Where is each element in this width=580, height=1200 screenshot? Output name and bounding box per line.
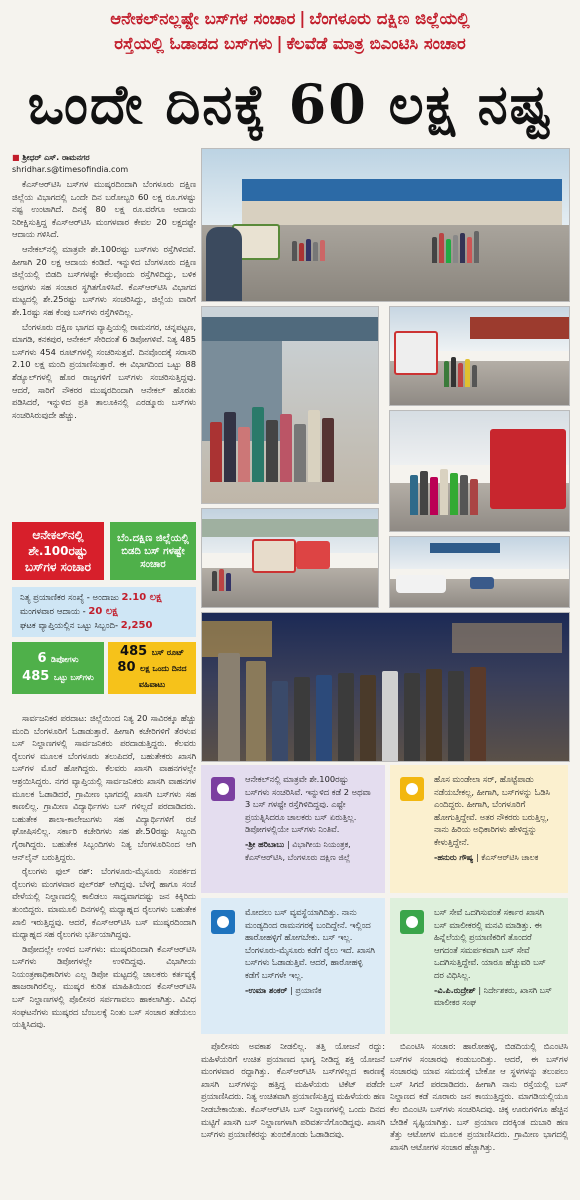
photo-police-night (201, 612, 570, 762)
quote-signature (434, 985, 558, 1010)
byline-author (12, 152, 197, 164)
body-paragraph: ಬೆಂಗಳೂರು ದಕ್ಷಿಣ ಭಾಗದ ವ್ಯಾಪ್ತಿಯಲ್ಲಿ ರಾಮನಗರ, ಚನ್ನಪಟ್ಟಣ, ಮಾಗಡಿ, ಕನಕಪುರ, ಆನೇಕಲ್ ಸೇರಿದಂತೆ 6 ಡಿಪೋಗಳಿವೆ. ನಿತ್ಯ 485 ಬಸ್‌ಗಳು 454 ರೂಟ್‌ಗಳಲ್ಲಿ ಸಂಚರಿಸುತ್ತವೆ. ದಿನವೊಂದಕ್ಕೆ ಸರಾಸರಿ 2.10 ಲಕ್ಷ ಮಂದಿ ಪ್ರಯಾಣಿಸುತ್ತಾರೆ. ಈ ವಿಭಾಗದಿಂದ ಒಟ್ಟು 88 ಶೆಡ್ಯೂಲ್‌ಗಳಲ್ಲಿ ಹೊರ ರಾಜ್ಯಗಳಿಗೆ ಬಸ್‌ಗಳು ಸಂಚರಿಸುತ್ತಿದ್ದವು. ಆದರೆ, ಸಾರಿಗೆ ನೌಕರರ ಮುಷ್ಕರದಿಂದಾಗಿ ಆನೇಕಲ್ ಹೊರತು ಪಡಿಸಿದರೆ, ಇನ್ನುಳಿದ ಪ್ರತಿ ತಾಲೂಕಿನಲ್ಲಿ ಎರಡ್ಮೂರು ಬಸ್‌ಗಳು ಸಂಚರಿಸಿರುವುದೇ ಹೆಚ್ಚು. (12, 321, 196, 420)
body-paragraph: ರೈಲುಗಳು ಫುಲ್ ರಶ್: ಬೆಂಗಳೂರು-ಮೈಸೂರು ಸಂಪರ್ಕದ ರೈಲುಗಳು ಮಂಗಳವಾರ ಪುಲ್‌ರಶ್ ಆಗಿದ್ದವು. ಬೆಳಗ್ಗೆ ಹಾಗೂ ಸಂಜೆ ವೇಳೆಯಲ್ಲಿ ನಿಲ್ದಾಣದಲ್ಲಿ ಕಾಲಿಡಲು ಸಾಧ್ಯವಾಗದಷ್ಟು ಜನ ಕಿಕ್ಕಿರಿದು ತುಂಬಿದ್ದರು. ಮಾಮೂಲಿ ದಿನಗಳಲ್ಲಿ ಮಧ್ಯಾಹ್ನದ ರೈಲುಗಳು ಬಹುತೇಕ ಖಾಲಿ ಇರುತ್ತಿದ್ದವು. ಆದರೆ, ಕೆಎಸ್ಆರ್‌ಟಿಸಿ ಬಸ್ ಮುಷ್ಕರದಿಂದಾಗಿ ಮಧ್ಯಾಹ್ನದ ಸಹ ರೈಲುಗಳು ಭರ್ತಿಯಾಗಿದ್ದವು. (12, 866, 196, 940)
body-mid-column (12, 712, 196, 1198)
stat-label: ಮಂಗಳವಾರ ಆದಾಯ - (20, 607, 86, 617)
byline-author-name: ಶ್ರೀಧರ್ ಎಸ್. ರಾಮನಗರ (22, 153, 90, 162)
info-box-anekal: ಆನೇಕಲ್‌ನಲ್ಲಿ ಶೇ.100ರಷ್ಟು ಬಸ್‌ಗಳ ಸಂಚಾರ (12, 522, 104, 580)
photo-empty-road (389, 536, 570, 608)
quote-role: | ವಿಭಾಗೀಯ ನಿಯಂತ್ರಕ, ಕೆಎಸ್ಆರ್‌ಟಿಸಿ, ಬೆಂಗಳೂರು ದಕ್ಷಿಣ ಜಿಲ್ಲೆ (245, 839, 351, 862)
photo-crowd (212, 569, 231, 591)
quote-role: | ಪ್ರಯಾಣಿಕ (290, 985, 322, 995)
stats-box (12, 587, 196, 637)
kicker-line-1 (8, 6, 572, 31)
stat-depots (37, 650, 78, 668)
byline (12, 152, 197, 176)
stat-label: ಘಟಕ ವ್ಯಾಪ್ತಿಯಲ್ಲಿನ ಒಟ್ಟು ಸಿಬ್ಬಂದಿ- (20, 621, 119, 631)
photo-red-bus (389, 410, 570, 532)
quote-role: | ಕೆಎಸ್ಆರ್‌ಟಿಸಿ ಚಾಲಕ (476, 852, 539, 862)
stat-value: 485 (120, 644, 148, 659)
quote-divisional-controller (201, 765, 385, 893)
kicker-separator: | (276, 34, 283, 53)
stat-label: ಡಿಪೋಗಳು (51, 655, 79, 664)
body-paragraph: ಬಿಎಂಟಿಸಿ ಸಂಚಾರ: ಹಾರೋಹಳ್ಳಿ, ಬಿಡದಿಯಲ್ಲಿ ಬಿಎಂಟಿಸಿ ಬಸ್‌ಗಳ ಸಂಚಾರವು ಕಂಡುಬಂದಿತ್ತು. ಆದರೆ, ಈ ಬಸ್‌ಗಳ ಸಂಚಾರವು ಯಾವ ಸಮಯಕ್ಕೆ ಬೇಕೋ ಆ ಸ್ಥಳಗಳನ್ನು ತಲುಪಲು ಬಸ್ ಸಿಗದೆ ಪರದಾಡಿದರು. ಹೀಗಾಗಿ ನಾನು ರಸ್ತೆಯಲ್ಲಿ ಬಸ್ ನಿಲ್ದಾಣದ ಕಡೆ ನೂರಾರು ಜನ ಕಾಯುತ್ತಿದ್ದರು. ಮಾಗಡಿಯಲ್ಲಿಯೂ ಕೆಲ ಬಿಎಂಟಿಸಿ ಬಸ್‌ಗಳು ಸಂಚರಿಸಿದವು. ಚಿಕ್ಕ ಊರುಗಳಿಗೂ ಹೆಚ್ಚಿನ ಬೇಡಿಕೆ ಸೃಷ್ಟಿಯಾಗಿತ್ತು. ಬಸ್ ಪ್ರಯಾಣ ದರಕ್ಕಿಂತ ದುಬಾರಿ ಹಣ ತೆತ್ತು ಆಟೋಗಳ ಮೂಲಕ ಪ್ರಯಾಣಿಸಿದರು. ಗ್ರಾಮೀಣ ಭಾಗದಲ್ಲಿ ಖಾಸಗಿ ಆಟೋಗಳ ಸಂಚಾರ ಹೆಚ್ಚಾಗಿತ್ತು. (390, 1041, 568, 1152)
kicker-line-2 (8, 31, 572, 56)
photo-lights (202, 621, 272, 657)
photo-car (396, 575, 446, 593)
photo-police-line (218, 653, 486, 761)
quote-icon (400, 910, 424, 934)
stat-label: ಬಸ್ ರೂಟ್ (151, 648, 184, 657)
quote-driver (390, 765, 568, 893)
photo-train-roof (202, 317, 378, 341)
stat-value: 485 (22, 669, 50, 684)
stat-routes-income (108, 642, 196, 694)
quote-name: -ಶ್ರೀ ಹರಿಬಾಬು (245, 839, 285, 849)
photo-bus-stand-buses (201, 508, 379, 608)
photo-crowd (432, 231, 479, 263)
quote-private-bus-owners (390, 898, 568, 1034)
stat-depots-buses (12, 642, 104, 694)
stat-daily-income (108, 660, 196, 692)
photo-scooter (470, 577, 494, 589)
photo-bus (490, 429, 566, 509)
quote-name: -ವಿ.ಪಿ.ರುದ್ರೇಶ್ (434, 985, 476, 995)
stat-staff (20, 619, 188, 633)
headline: ಒಂದೇ ದಿನಕ್ಕೆ 60 ಲಕ್ಷ ನಷ್ಟ (27, 72, 553, 136)
body-left-column (12, 178, 196, 514)
byline-email[interactable]: shridhar.s@timesofindia.com (12, 165, 129, 174)
photo-crowd (210, 407, 334, 482)
photo-crowd (444, 357, 477, 387)
photo-sign (430, 543, 500, 553)
stat-value: 20 ಲಕ್ಷ (88, 606, 118, 617)
photo-bus (394, 331, 438, 375)
stat-routes (120, 644, 184, 660)
kicker-part-2: ಬೆಂಗಳೂರು ದಕ್ಷಿಣ ಜಿಲ್ಲೆಯಲ್ಲಿ (309, 9, 470, 28)
stat-value: 2,250 (120, 620, 153, 631)
quote-icon (400, 777, 424, 801)
body-paragraph: ಸಾರ್ವಜನಿಕರ ಪರದಾಟ: ಜಿಲ್ಲೆಯಿಂದ ನಿತ್ಯ 20 ಸಾವಿರಕ್ಕೂ ಹೆಚ್ಚು ಮಂದಿ ಬೆಂಗಳೂರಿಗೆ ಓಡಾಡುತ್ತಾರೆ. ಹೀಗಾಗಿ ಕಚೇರಿಗಳಿಗೆ ತೆರಳುವ ಬಸ್ ನಿಲ್ದಾಣಗಳಲ್ಲಿ ಸಾರ್ವಜನಿಕರು ಪರದಾಡುತ್ತಿದ್ದರು. ಕೆಲವರು ರೈಲುಗಳ ಮೂಲಕ ಬೆಂಗಳೂರು ತಲುಪಿದರೆ, ಬಹುತೇಕರು ಖಾಸಗಿ ಬಸ್‌ಗಳ ಮೊರೆ ಹೋಗಿದ್ದರು. ಕೆಲವರು ಖಾಸಗಿ ವಾಹನಗಳಲ್ಲೇ ಆಶ್ರಯಿಸಿದ್ದರು. ನಗರ ವ್ಯಾಪ್ತಿಯಲ್ಲಿ ಸಾರ್ವಜನಿಕರು ಖಾಸಗಿ ವಾಹನಗಳ ಮೂಲಕ ಓಡಾಡಿದರೆ, ಗ್ರಾಮೀಣ ಭಾಗದಲ್ಲಿ ಖಾಸಗಿ ಬಸ್‌ಗಳು ಸಹ ಕಾಣಲಿಲ್ಲ. ಗ್ರಾಮೀಣ ವಿದ್ಯಾರ್ಥಿಗಳು ಬಸ್ ಗಳಿಲ್ಲದೆ ಪರದಾಡಿದರು. ಬಹುತೇಕ ಶಾಲಾ-ಕಾಲೇಜುಗಳು ಸಹ ವಿದ್ಯಾರ್ಥಿಗಳಿಗೆ ರಜೆ ಘೋಷಿಸಲಿಲ್ಲ. ಸರ್ಕಾರಿ ಕಚೇರಿಗಳು ಸಹ ಶೇ.50ರಷ್ಟು ಸಿಬ್ಬಂದಿ ಗೈರಾಗಿದ್ದರು. ಬಹುತೇಕ ಸಿಬ್ಬಂದಿಗಳು ನಿತ್ಯ ಬೆಂಗಳೂರಿನಿಂದ ಆಗಿ ಆನ್‌ಲೈನ್ ಬರುತ್ತಿದ್ದರು. (12, 713, 196, 862)
photo-roof (242, 179, 562, 201)
stat-label: ಒಟ್ಟು ಬಸ್‌ಗಳು (53, 673, 94, 682)
photo-building (452, 623, 562, 653)
quote-icon (211, 910, 235, 934)
stat-value: 6 (37, 651, 47, 666)
body-bottom-right-column (390, 1040, 568, 1196)
photo-bus (252, 539, 296, 573)
stat-label: ನಿತ್ಯ ಪ್ರಯಾಣಿಕರ ಸಂಖ್ಯೆ - ಅಂದಾಜು (20, 593, 119, 603)
quote-text: ಹೊಸ ಮಂಡೇಲಾ ಸರ್, ಹೊಟ್ಟೆಪಾಡು ನಡೆಯಬೇಕಲ್ಲ, ಹೀಗಾಗಿ, ಬಸ್‌ಗಳನ್ನು ಓಡಿಸಿ ಎಂದಿದ್ದರು. ಹೀಗಾಗಿ, ಬೆಂಗಳೂರಿಗೆ ಹೋಗುತ್ತಿದ್ದೇವೆ. ಅತರ ನೌಕರರು ಬರುತ್ತಿಲ್ಲ, ನಾನು ಹಿರಿಯ ಅಧಿಕಾರಿಗಳು ಹೇಳಿದ್ದನ್ನು ಕೇಳುತ್ತಿದ್ದೇನೆ. (434, 774, 550, 847)
kicker-part-3: ರಸ್ತೆಯಲ್ಲಿ ಓಡಾಡದ ಬಸ್‌ಗಳು (114, 34, 273, 53)
photo-bus-stand (201, 148, 570, 302)
stat-value: 2.10 ಲಕ್ಷ (121, 592, 162, 603)
body-paragraph: ಡಿಪೋದಲ್ಲೇ ಉಳಿದ ಬಸ್‌ಗಳು: ಮುಷ್ಕರದಿಂದಾಗಿ ಕೆಎಸ್ಆರ್‌ಟಿಸಿ ಬಸ್‌ಗಳು ಡಿಪೋಗಳಲ್ಲೇ ಉಳಿದಿದ್ದವು. ವಿಭಾಗೀಯ ನಿಯಂತ್ರಣಾಧಿಕಾರಿಗಳು ಎಲ್ಲ ಡಿಪೋ ಮಟ್ಟದಲ್ಲಿ ಚಾಲಕರು ಕರ್ತವ್ಯಕ್ಕೆ ಹಾಜರಾಗಿರಲಿಲ್ಲ. ಮುಷ್ಕರ ಕುರಿತ ಮಾಹಿತಿಯಿಂದ ಕೆಎಸ್ಆರ್‌ಟಿಸಿ ಬಸ್ ನಿಲ್ದಾಣಗಳಲ್ಲಿ ಪೊಲೀಸರ ಸರ್ಪಗಾವಲು ಹಾಕಲಾಗಿತ್ತು. ವಿವಿಧ ಸಂಘಟನೆಗಳು ಮುಷ್ಕರದ ಬೆಂಬಲಕ್ಕೆ ನಿಂತು ಬಸ್ ಸಂಚಾರ ತಡೆಯಲು ಯತ್ನಿಸಿದವು. (12, 943, 196, 1030)
stat-buses (22, 668, 94, 686)
stat-label: ಲಕ್ಷ ಒಂದು ದಿನದ ವಹಿವಾಟು (138, 664, 187, 689)
body-paragraph: ಪೊಲೀಸರು ಅವಕಾಶ ನೀಡಲಿಲ್ಲ. ತತ್ತಿ ಯೋಜನೆ ರದ್ದು: ಮಹಿಳೆಯರಿಗೆ ಉಚಿತ ಪ್ರಯಾಣದ ಭಾಗ್ಯ ನೀಡಿದ್ದ ಶಕ್ತಿ ಯೋಜನೆ ಮಂಗಳವಾರ ರದ್ದಾಗಿತ್ತು. ಕೆಎಸ್ಆರ್‌ಟಿಸಿ ಬಸ್‌ಗಳಿಲ್ಲದ ಕಾರಣಕ್ಕೆ ಖಾಸಗಿ ಬಸ್‌ಗಳನ್ನು ಹತ್ತಿದ್ದ ಮಹಿಳೆಯರು ಟಿಕೆಟ್ ಪಡೆದೇ ಪ್ರಯಾಣಿಸಿದರು. ನಿತ್ಯ ಉಚಿತವಾಗಿ ಪ್ರಯಾಣಿಸುತ್ತಿದ್ದ ಮಹಿಳೆಯರು ಹಣ ನೀಡಬೇಕಾಯಿತು. ಕೆಎಸ್ಆರ್‌ಟಿಸಿ ಬಸ್ ನಿಲ್ದಾಣಗಳಲ್ಲಿ ಒಂದು ದಿನದ ಮಟ್ಟಿಗೆ ಖಾಸಗಿ ಬಸ್ ನಿಲ್ದಾಣಗಳಾಗಿ ಪರಿವರ್ತನೆಗೊಂಡಿದ್ದವು. ಖಾಸಗಿ ಬಸ್‌ಗಳು ಪ್ರಯಾಣಿಕರನ್ನು ತುಂಬಿಕೊಂಡು ಓಡಾಡಿದವು. (201, 1041, 385, 1140)
kicker-part-4: ಕೆಲವೆಡೆ ಮಾತ್ರ ಬಿಎಂಟಿಸಿ ಸಂಚಾರ (286, 34, 466, 53)
quote-text: ಮೋದಲು ಬಸ್ ವ್ಯವಸ್ಥೆಯಾಗಿದಿತ್ತು. ನಾನು ಮಂಡ್ಯದಿಂದ ರಾಮನಗರಕ್ಕೆ ಬಂದಿದ್ದೇನೆ. ಇಲ್ಲಿಂದ ಹಾರೋಹಳ್ಳಿಗೆ ಹೋಗಬೇಕು. ಬಸ್ ಇಲ್ಲ. ಬೆಂಗಳೂರು-ಮೈಸೂರು ಕಡೆಗೆ ರೈಲು ಇದೆ. ಖಾಸಗಿ ಬಸ್‌ಗಳು ಓಡಾಡುತ್ತಿವೆ. ಆದರೆ, ಹಾರೋಹಳ್ಳಿ ಕಡೆಗೆ ಬಸ್‌ಗಳೇ ಇಲ್ಲ. (245, 907, 375, 980)
photo-crowd (410, 469, 478, 515)
quote-icon (211, 777, 235, 801)
stat-value: 80 (117, 660, 136, 675)
kicker-part-1: ಆನೇಕಲ್‌ನಲ್ಲಷ್ಟೇ ಬಸ್‌ಗಳ ಸಂಚಾರ (110, 9, 296, 28)
quote-name: -ಹನುರು ಗೌಷ್ಯ (434, 852, 474, 862)
quote-signature (434, 852, 558, 865)
quote-text: ಬಸ್ ಸೇವೆ ಒದಗಿಸುವಂತೆ ಸರ್ಕಾರ ಖಾಸಗಿ ಬಸ್ ಮಾಲೀಕರಲ್ಲಿ ಮನವಿ ಮಾಡಿತ್ತು. ಈ ಹಿನ್ನೆಲೆಯಲ್ಲಿ ಪ್ರಯಾಣಿಕರಿಗೆ ತೊಂದರೆ ಆಗದಂತೆ ಸಮರ್ಪಕವಾಗಿ ಬಸ್ ಸೇವೆ ಒದಗಿಸುತ್ತಿದ್ದೇವೆ. ಯಾರೂ ಹೆಚ್ಚುವರಿ ಬಸ್ ದರ ವಿಧಿಸಿಲ್ಲ. (434, 907, 546, 980)
quote-passenger (201, 898, 385, 1034)
byline-bullet-icon: ■ (12, 153, 23, 162)
body-paragraph: ಕೆಎಸ್ಆರ್‌ಟಿಸಿ ಬಸ್‌ಗಳ ಮುಷ್ಕರದಿಂದಾಗಿ ಬೆಂಗಳೂರು ದಕ್ಷಿಣ ಜಿಲ್ಲೆಯ ವಿಭಾಗದಲ್ಲಿ ಒಂದೇ ದಿನ ಬರೋಬ್ಬರಿ 60 ಲಕ್ಷ ರೂ.ಗಳಷ್ಟು ನಷ್ಟ ಉಂಟಾಗಿದೆ. ದಿನಕ್ಕೆ 80 ಲಕ್ಷ ರೂ.ವರೆಗೂ ಆದಾಯ ನಿರೀಕ್ಷಿಸುತ್ತಿದ್ದ ಕೆಎಸ್ಆರ್‌ಟಿಸಿ ಮಂಗಳವಾರ ಕೇವಲ 20 ಲಕ್ಷದಷ್ಟೇ ಆದಾಯ ಗಳಿಸಿದೆ. (12, 179, 196, 240)
stat-daily-passengers (20, 591, 188, 605)
photo-roof (470, 317, 569, 339)
photo-bus (296, 541, 330, 569)
quote-signature (245, 985, 375, 998)
photo-crowd (292, 239, 325, 261)
photo-person-foreground (206, 227, 242, 301)
quote-name: -ಉಮಾ ಶಂಕರ್ (245, 985, 288, 995)
body-paragraph: ಆನೇಕಲ್‌ನಲ್ಲಿ ಮಾತ್ರವೇ ಶೇ.100ರಷ್ಟು ಬಸ್‌ಗಳು ರಸ್ತೆಗಿಳಿದವೆ. ಹೀಗಾಗಿ 20 ಲಕ್ಷ ಆದಾಯ ಕಂಡಿದೆ. ಇನ್ನುಳಿದ ಬೆಂಗಳೂರು ದಕ್ಷಿಣ ಜಿಲ್ಲೆಯಲ್ಲಿ ಬಿಡದಿ ಬಸ್‌ಗಳಷ್ಟೇ ಕೆಲವೊಂದು ರಸ್ತೆಗಿಳಿದಿದ್ದು, ಬಳಿಕ ಅವುಗಳು ಸಹ ಸಂಚಾರ ಸ್ಥಗಿತಗೊಳಿಸಿವೆ. ಕೆಎಸ್ಆರ್‌ಟಿಸಿ ವಿಭಾಗದ ಮಟ್ಟದಲ್ಲಿ ಶೇ.25ರಷ್ಟು ಬಸ್‌ಗಳು ಸಂಚರಿಸಿದ್ದು, ಜಿಲ್ಲೆಯ ವಾರಿಗೆ ಶೇ.1ರಷ್ಟು ಸಹ ಕೆಂಪು ಬಸ್‌ಗಳು ರಸ್ತೆಗಿಳಿದಿಲ್ಲ. (12, 243, 196, 317)
photo-trees (202, 519, 378, 537)
stat-tuesday-income (20, 605, 188, 619)
quote-role: | ನಿರ್ದೇಶಕರು, ಖಾಸಗಿ ಬಸ್ ಮಾಲೀಕರ ಸಂಘ (434, 985, 552, 1008)
kicker (8, 6, 572, 56)
kicker-separator: | (299, 9, 306, 28)
photo-bus-depot (389, 306, 570, 406)
quote-signature (245, 839, 375, 864)
quote-text: ಆನೇಕಲ್‌ನಲ್ಲಿ ಮಾತ್ರವೇ ಶೇ.100ರಷ್ಟು ಬಸ್‌ಗಳು ಸಂಚರಿಸಿವೆ. ಇನ್ನುಳಿದ ಕಡೆ 2 ಅಥವಾ 3 ಬಸ್ ಗಳಷ್ಟೇ ರಸ್ತೆಗಿಳಿದಿದ್ದವು. ಎಷ್ಟೇ ಪ್ರಯತ್ನಿಸಿದರೂ ಚಾಲಕರು ಬಸ್ ಏರುತ್ತಿಲ್ಲ. ಡಿಪೋಗಳಲ್ಲಿಯೇ ಬಸ್‌ಗಳು ನಿಂತಿವೆ. (245, 774, 371, 835)
photo-train-crowd (201, 306, 379, 504)
info-box-bidadi: ಬೆಂ.ದಕ್ಷಿಣ ಜಿಲ್ಲೆಯಲ್ಲಿ ಬಿಡದಿ ಬಸ್ ಗಳಷ್ಟೇ ಸಂಚಾರ (110, 522, 196, 580)
body-bottom-mid-column (201, 1040, 385, 1196)
